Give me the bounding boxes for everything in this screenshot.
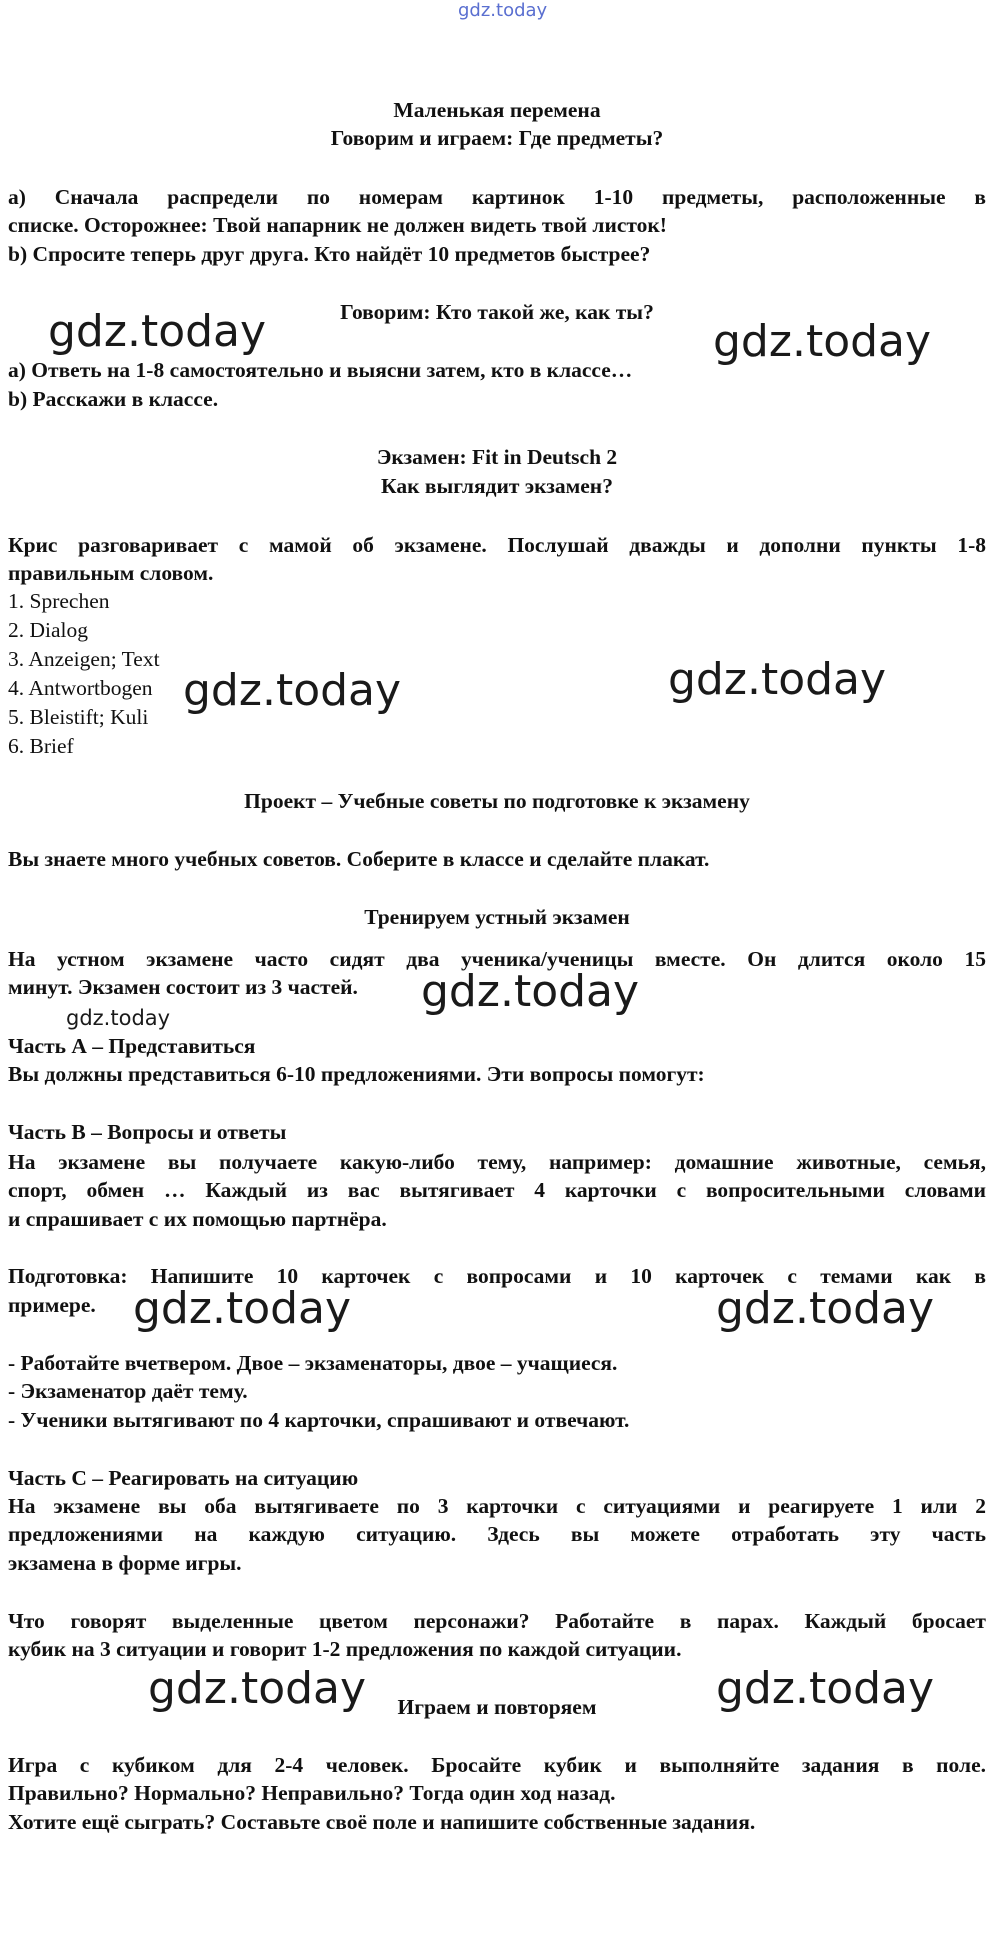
section6-line3: Хотите ещё сыграть? Составьте своё поле и напишите собственные задания. [8, 1810, 756, 1834]
part-b-line2: спорт, обмен … Каждый из вас вытягивает 4 карточки с вопросительными словами [8, 1178, 986, 1202]
list-item: 6. Brief [8, 734, 74, 758]
section3-subtitle: Как выглядит экзамен? [381, 474, 613, 498]
section5-title: Тренируем устный экзамен [364, 905, 630, 929]
section1-subtitle: Говорим и играем: Где предметы? [330, 126, 664, 150]
answer-list [8, 587, 160, 761]
step-item: - Ученики вытягивают по 4 карточки, спрашивают и отвечают. [8, 1408, 630, 1432]
part-c-title: Часть С – Реагировать на ситуацию [8, 1466, 359, 1490]
list-item: 5. Bleistift; Kuli [8, 705, 149, 729]
section2-title: Говорим: Кто такой же, как ты? [340, 300, 654, 324]
watermark: gdz.today [183, 665, 402, 716]
prep-line1: Подготовка: Напишите 10 карточек с вопросами и 10 карточек с темами как в [8, 1264, 986, 1288]
watermark-top: gdz.today [458, 0, 548, 21]
section1-title: Маленькая перемена [393, 98, 601, 122]
part-b-title: Часть В – Вопросы и ответы [8, 1120, 287, 1144]
part-c-line2: предложениями на каждую ситуацию. Здесь вы можете отработать эту часть [8, 1522, 986, 1546]
watermark: gdz.today [716, 1283, 935, 1334]
section5-intro-line2: минут. Экзамен состоит из 3 частей. [8, 975, 358, 999]
watermark: gdz.today [148, 1663, 367, 1714]
section6-title: Играем и повторяем [397, 1695, 597, 1719]
section5-intro-line1: На устном экзамене часто сидят два ученика/ученицы вместе. Он длится около 15 [8, 947, 986, 971]
part-a-title: Часть А – Представиться [8, 1034, 256, 1058]
prep-line2: примере. [8, 1293, 96, 1317]
pairs-line1: Что говорят выделенные цветом персонажи? Работайте в парах. Каждый бросает [8, 1609, 986, 1633]
section1-item-b: b) Спросите теперь друг друга. Кто найдёт 10 предметов быстрее? [8, 242, 651, 266]
section1-item-a-line2: списке. Осторожнее: Твой напарник не должен видеть твой листок! [8, 213, 667, 237]
section2-item-a: а) Ответь на 1-8 самостоятельно и выясни затем, кто в классе… [8, 358, 633, 382]
section6-line2: Правильно? Нормально? Неправильно? Тогда один ход назад. [8, 1781, 616, 1805]
watermark: gdz.today [133, 1283, 352, 1334]
list-item: 1. Sprechen [8, 589, 110, 613]
part-c-line1: На экзамене вы оба вытягиваете по 3 карточки с ситуациями и реагируете 1 или 2 [8, 1494, 986, 1518]
section2-item-b: b) Расскажи в классе. [8, 387, 219, 411]
section3-intro-line2: правильным словом. [8, 561, 214, 585]
pairs-line2: кубик на 3 ситуации и говорит 1-2 предложения по каждой ситуации. [8, 1637, 682, 1661]
list-item: 2. Dialog [8, 618, 89, 642]
list-item: 3. Anzeigen; Text [8, 647, 160, 671]
step-item: - Экзаменатор даёт тему. [8, 1379, 248, 1403]
watermark: gdz.today [668, 654, 887, 705]
part-c-line3: экзамена в форме игры. [8, 1551, 242, 1575]
section4-text: Вы знаете много учебных советов. Соберите в классе и сделайте плакат. [8, 847, 710, 871]
part-b-line3: и спрашивает с их помощью партнёра. [8, 1207, 387, 1231]
section3-intro-line1: Крис разговаривает с мамой об экзамене. Послушай дважды и дополни пункты 1-8 [8, 533, 986, 557]
list-item: 4. Antwortbogen [8, 676, 153, 700]
part-b-line1: На экзамене вы получаете какую-либо тему, например: домашние животные, семья, [8, 1150, 986, 1174]
section4-title: Проект – Учебные советы по подготовке к экзамену [244, 789, 750, 813]
section1-item-a-line1: a) Сначала распредели по номерам картинок 1-10 предметы, расположенные в [8, 185, 986, 209]
step-item: - Работайте вчетвером. Двое – экзаменаторы, двое – учащиеся. [8, 1351, 618, 1375]
watermark: gdz.today [713, 316, 932, 367]
section3-title: Экзамен: Fit in Deutsch 2 [376, 445, 618, 469]
watermark: gdz.today [421, 966, 640, 1017]
watermark-small: gdz.today [66, 1006, 171, 1030]
watermark: gdz.today [716, 1663, 935, 1714]
part-a-text: Вы должны представиться 6-10 предложениями. Эти вопросы помогут: [8, 1062, 705, 1086]
watermark: gdz.today [48, 306, 267, 357]
section6-line1: Игра с кубиком для 2-4 человек. Бросайте кубик и выполняйте задания в поле. [8, 1753, 986, 1777]
